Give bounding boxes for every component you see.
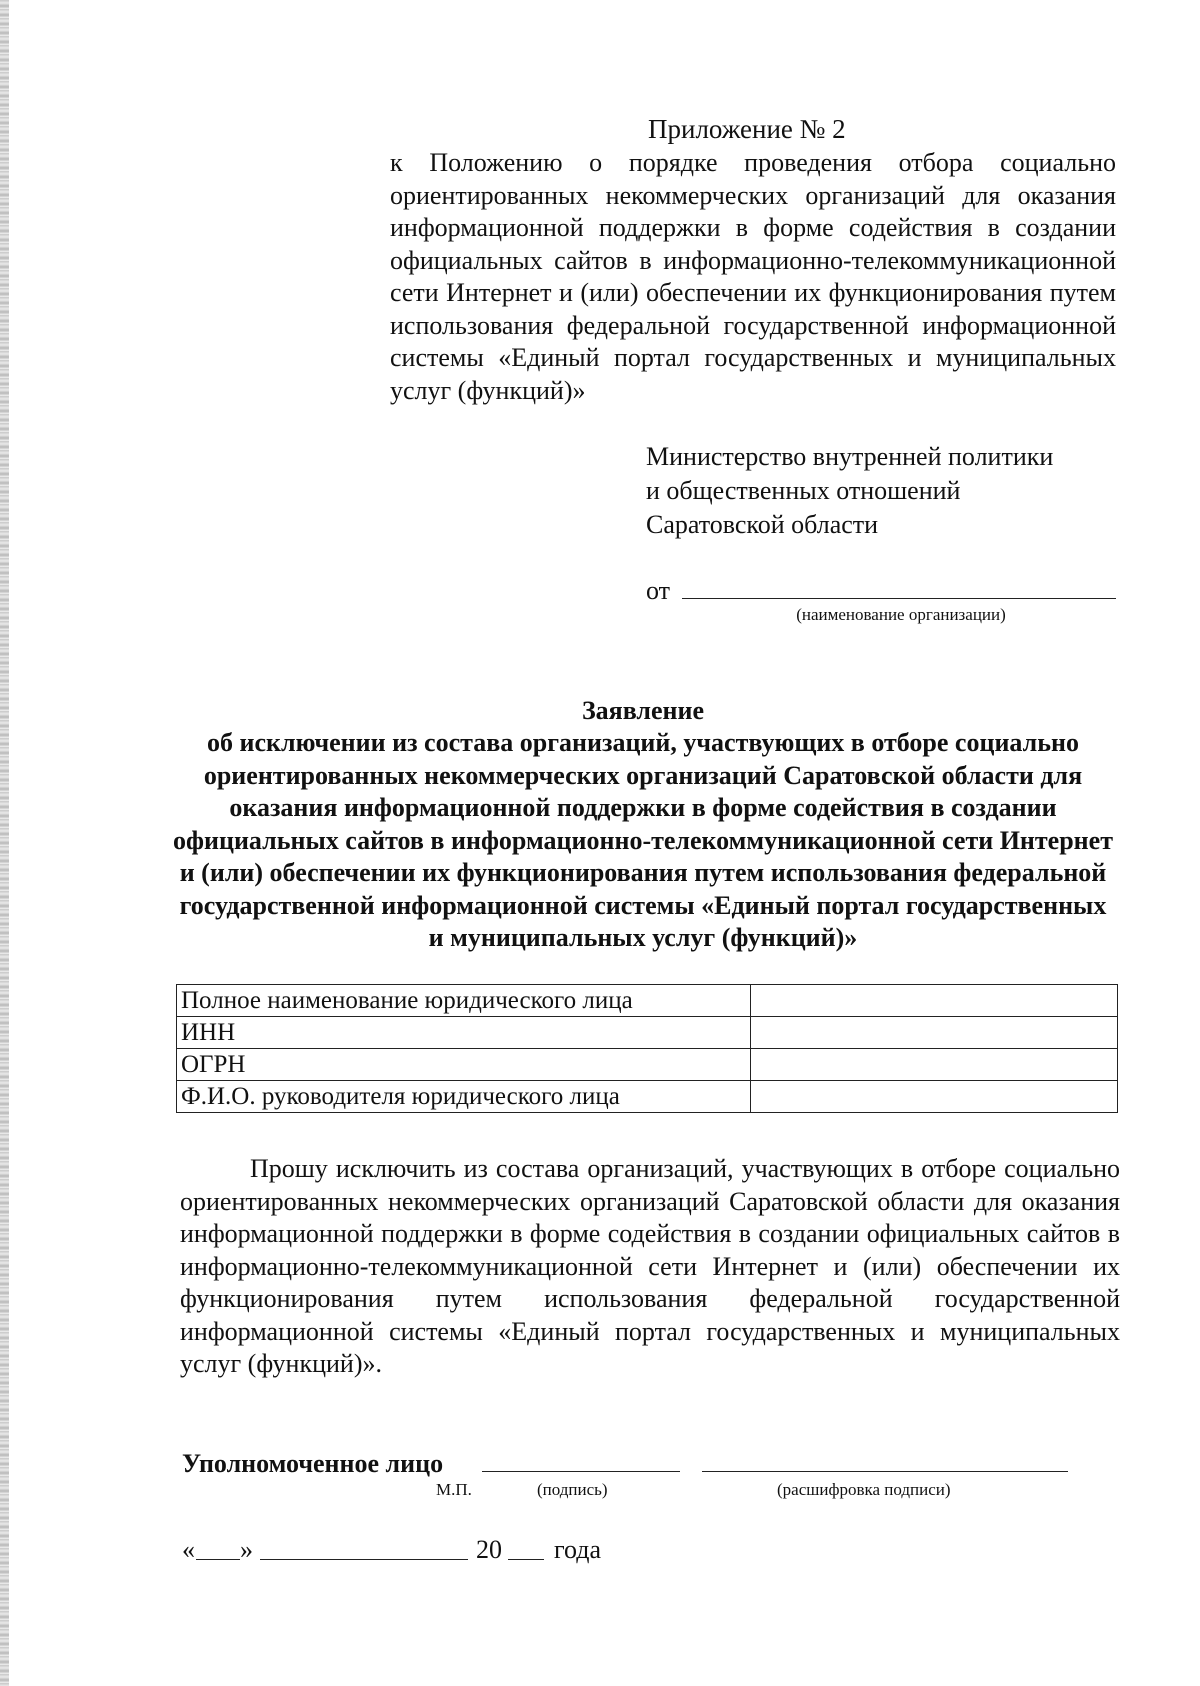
table-cell-label: ИНН xyxy=(177,1017,751,1049)
table-cell-value[interactable] xyxy=(751,1049,1118,1081)
addressee-block xyxy=(646,440,1106,542)
organization-info-table xyxy=(176,984,1118,1113)
request-text: Прошу исключить из состава организаций, участвующих в отборе социально ориентированных некоммерческих организаций Саратовской области для оказания информационной поддержки в форме содействия в создании официальных сайтов в информационно-телекоммуникационной сети Интернет и (или) обеспечении их функционирования путем использования федеральной государственной информационной системы «Единый портал государственных и муниципальных услуг (функций)». xyxy=(180,1154,1120,1378)
addressee-line: Саратовской области xyxy=(646,510,879,539)
signature-underline[interactable] xyxy=(482,1471,680,1472)
day-underline[interactable] xyxy=(196,1559,240,1560)
table-cell-value[interactable] xyxy=(751,1081,1118,1113)
year-underline[interactable] xyxy=(508,1559,544,1560)
date-field xyxy=(182,1533,622,1569)
request-paragraph xyxy=(180,1153,1120,1381)
table-cell-label: ОГРН xyxy=(177,1049,751,1081)
from-label: от xyxy=(646,576,671,605)
annex-reference: к Положению о порядке проведения отбора социально ориентированных некоммерческих организаций для оказания информационной поддержки в форме содействия в создании официальных сайтов в информационно-телекоммуникационной сети Интернет и (или) обеспечении их функционирования путем использования федеральной государственной информационной системы «Единый портал государственных и муниципальных услуг (функций)» xyxy=(390,148,1116,405)
annex-title: Приложение № 2 xyxy=(648,114,846,144)
scan-edge xyxy=(0,0,9,1686)
table-cell-value[interactable] xyxy=(751,985,1118,1017)
table-cell-label: Полное наименование юридического лица xyxy=(177,985,751,1017)
addressee-line: и общественных отношений xyxy=(646,476,961,505)
statement-heading: Заявление xyxy=(581,696,705,725)
signature-decode-caption: (расшифровка подписи) xyxy=(777,1480,951,1499)
date-year-word: года xyxy=(554,1535,602,1564)
table-cell-label: Ф.И.О. руководителя юридического лица xyxy=(177,1081,751,1113)
month-underline[interactable] xyxy=(260,1559,468,1560)
addressee-line: Министерство внутренней политики xyxy=(646,442,1054,471)
date-open-quote: « xyxy=(182,1535,195,1564)
table-row xyxy=(177,985,1118,1017)
from-underline xyxy=(682,598,1116,599)
date-century: 20 xyxy=(476,1535,502,1564)
signature-caption: (подпись) xyxy=(537,1480,608,1499)
table-row xyxy=(177,1017,1118,1049)
from-field[interactable] xyxy=(646,574,1116,608)
table-row xyxy=(177,1049,1118,1081)
date-close-quote: » xyxy=(240,1535,253,1564)
table-cell-value[interactable] xyxy=(751,1017,1118,1049)
from-caption: (наименование организации) xyxy=(796,605,1006,624)
signatory-label: Уполномоченное лицо xyxy=(182,1449,444,1478)
stamp-caption: М.П. xyxy=(436,1480,472,1499)
statement-subject: об исключении из состава организаций, участвующих в отборе социально ориентированных некоммерческих организаций Саратовской области для оказания информационной поддержки в форме содействия в создании официальных сайтов в информационно-телекоммуникационной сети Интернет и (или) обеспечении их функционирования путем использования федеральной государственной информационной системы «Единый портал государственных и муниципальных услуг (функций)» xyxy=(173,728,1113,952)
signature-decode-underline[interactable] xyxy=(702,1471,1068,1472)
table-row xyxy=(177,1081,1118,1113)
